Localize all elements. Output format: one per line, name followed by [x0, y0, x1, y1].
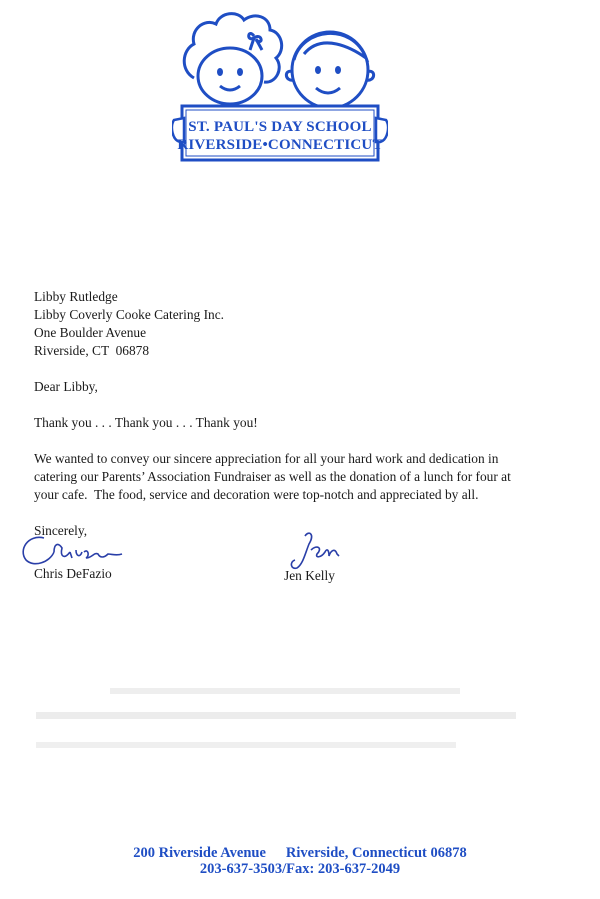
- salutation: Dear Libby,: [34, 379, 98, 394]
- signatory-chris: Chris DeFazio: [34, 566, 112, 581]
- body-line: We wanted to convey our sincere appreciation for all your hard work and dedication in: [34, 451, 499, 466]
- footer-address: [0, 845, 600, 862]
- recipient-address: [34, 288, 564, 360]
- footer-phone-fax: 203-637-3503/Fax: 203-637-2049: [199, 861, 401, 877]
- recipient-company: Libby Coverly Cooke Catering Inc.: [34, 307, 225, 322]
- footer-city: Riverside, Connecticut 06878: [285, 845, 467, 861]
- body-line: catering our Parents’ Association Fundraiser as well as the donation of a lunch for four at: [34, 469, 511, 484]
- recipient-name: Libby Rutledge: [34, 289, 118, 304]
- letter-body: [34, 288, 564, 540]
- recipient-city: Riverside, CT 06878: [34, 343, 150, 358]
- thanks-line: Thank you . . . Thank you . . . Thank you!: [34, 415, 258, 430]
- footer-street: 200 Riverside Avenue: [133, 845, 266, 861]
- school-location: RIVERSIDE•CONNECTICUT: [177, 137, 383, 153]
- recipient-street: One Boulder Avenue: [34, 325, 147, 340]
- body-paragraph: [34, 450, 564, 504]
- school-logo: [172, 8, 388, 168]
- closing: Sincerely,: [34, 523, 88, 538]
- school-name: ST. PAUL'S DAY SCHOOL: [188, 119, 372, 135]
- body-line: your cafe. The food, service and decoration were top-notch and appreciated by all.: [34, 487, 479, 502]
- signatory-jen: Jen Kelly: [284, 568, 335, 583]
